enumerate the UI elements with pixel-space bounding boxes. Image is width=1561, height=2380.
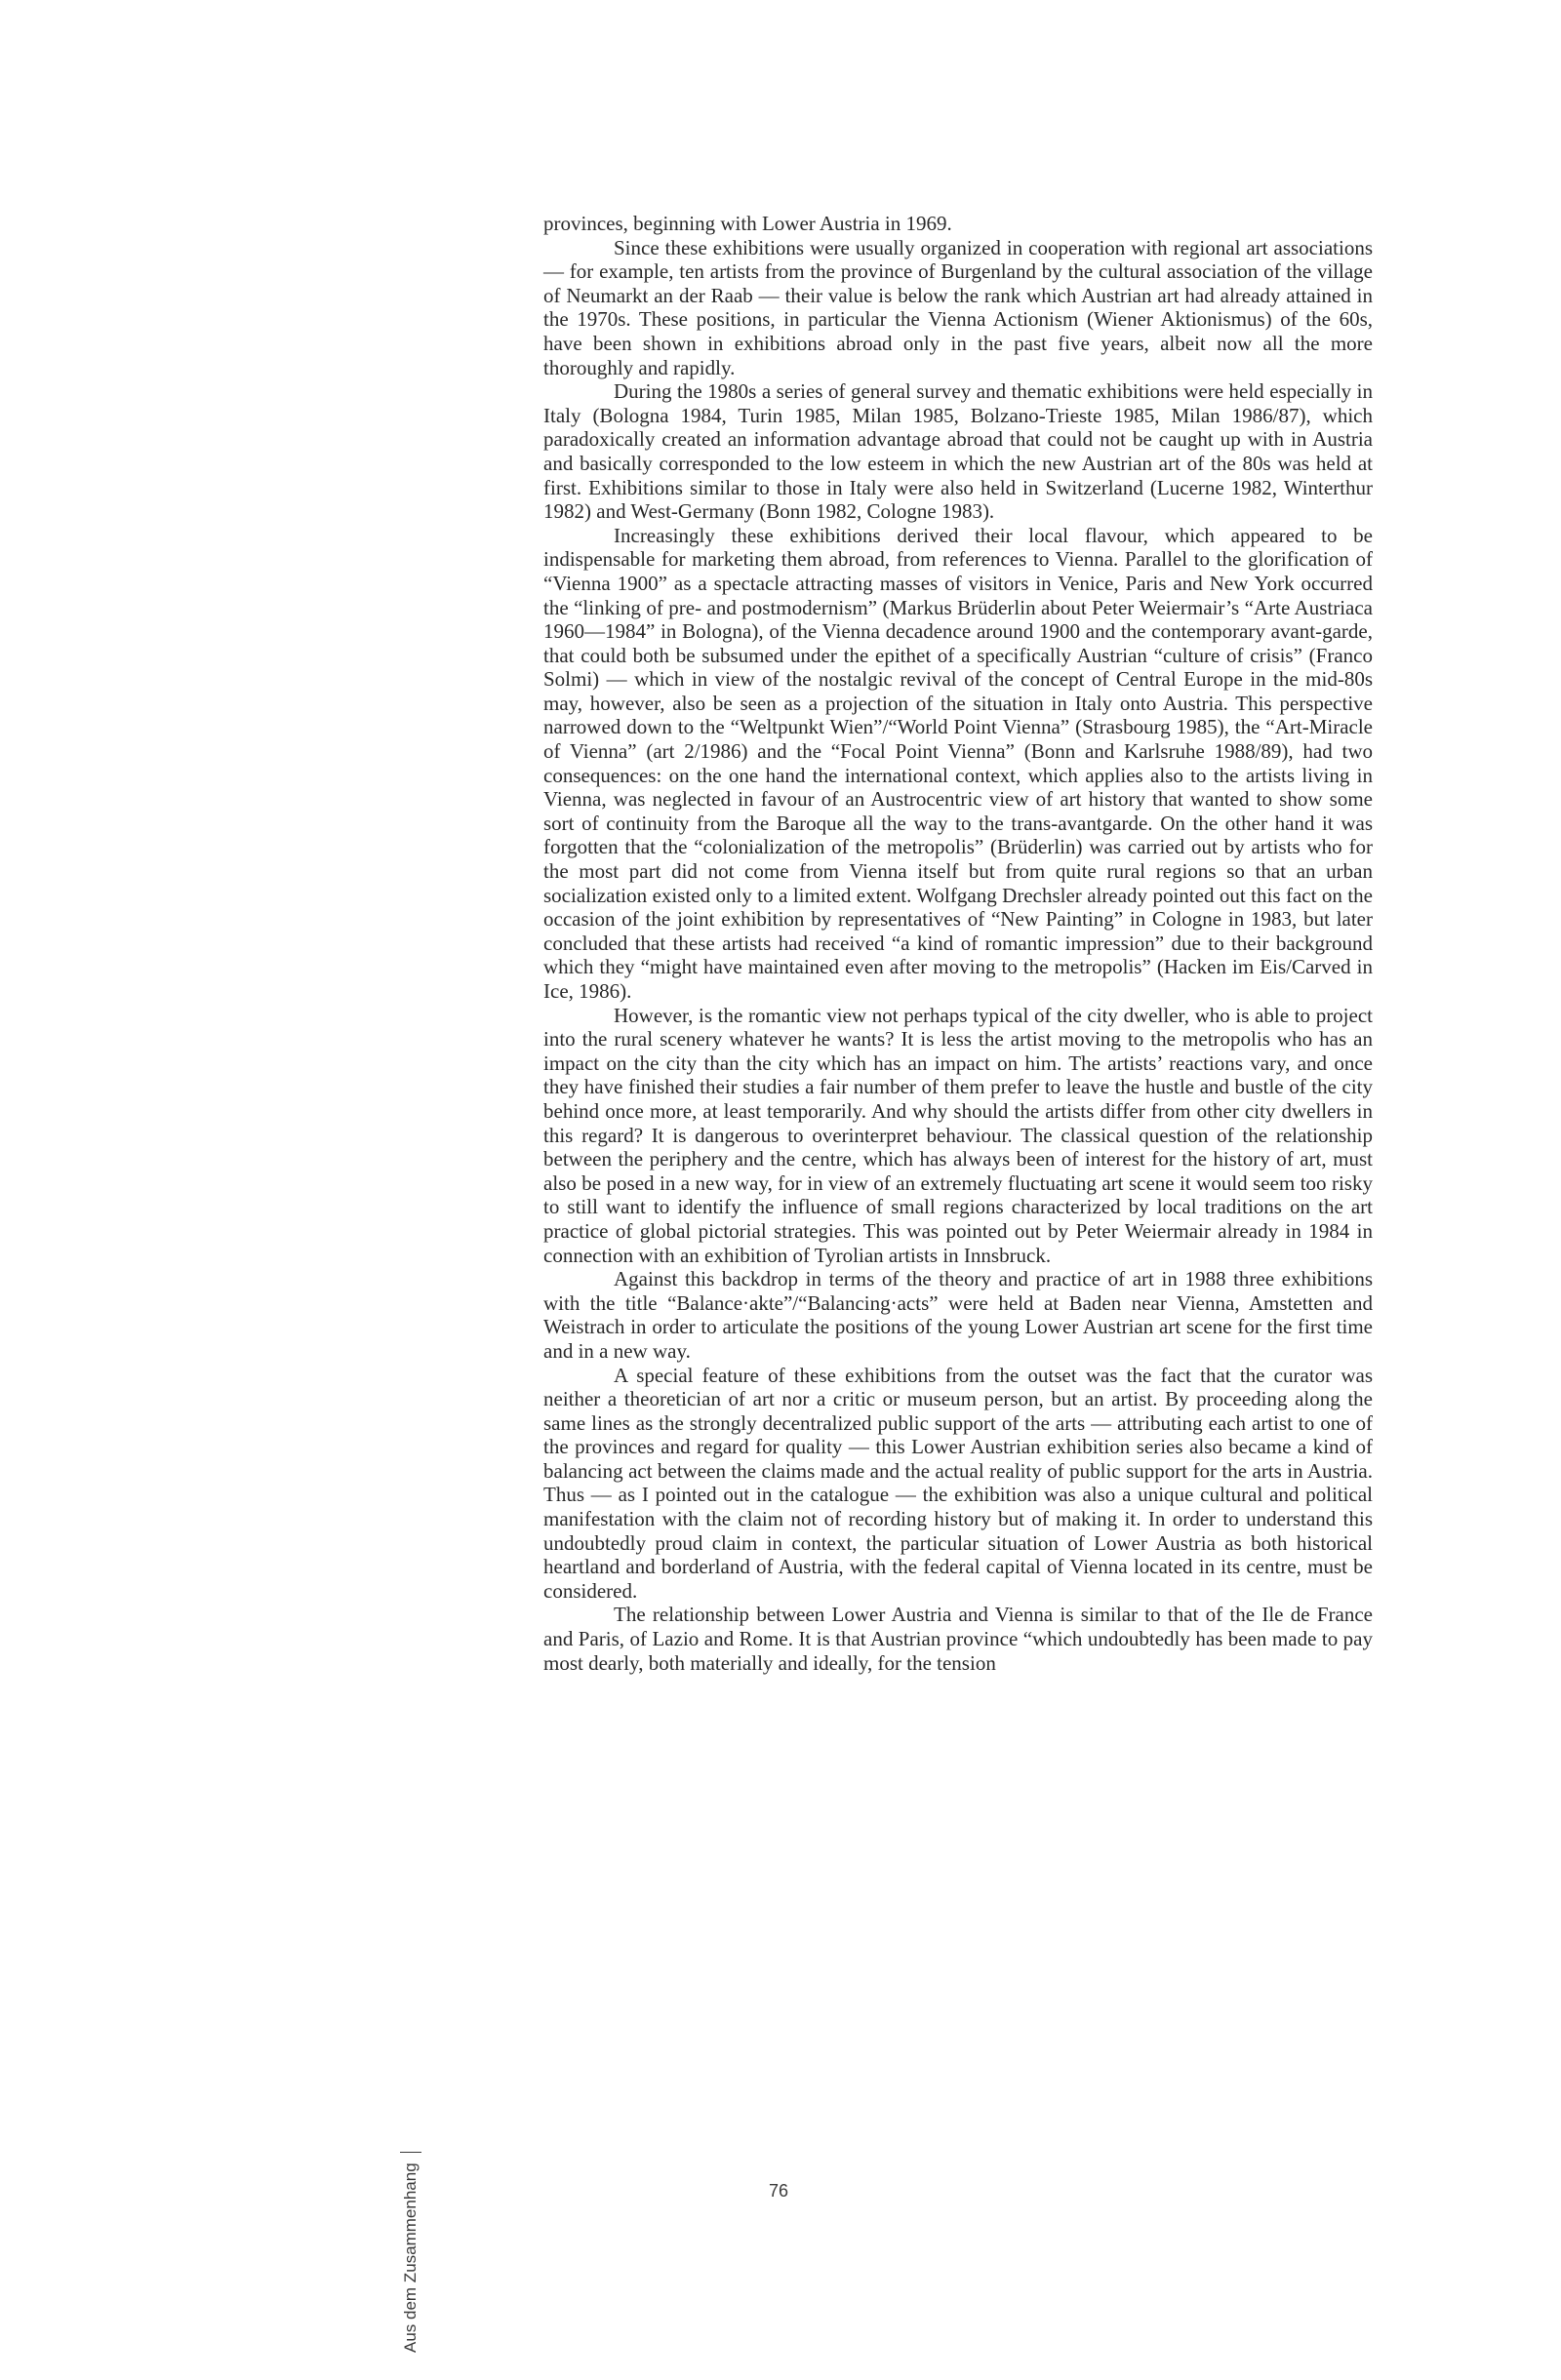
paragraph-1: provinces, beginning with Lower Austria in 1969. (543, 212, 952, 235)
body-text (543, 212, 1373, 1675)
section-divider (400, 2152, 421, 2153)
section-label: Aus dem Zusammenhang (401, 2162, 420, 2353)
page-number: 76 (768, 2181, 789, 2201)
paragraph-3: During the 1980s a series of general survey and thematic exhibitions were held especially in Italy (Bologna 1984, Turin 1985, Milan 1985, Bolzano-Trieste 1985, Milan 1986/87), which paradoxically created an information advantage abroad that could not be caught up with in Austria and basically corresponded to the low esteem in which the new Austrian art of the 80s was held at first. Exhibitions similar to those in Italy were also held in Switzerland (Lucerne 1982, Winterthur 1982) and West-Germany (Bonn 1982, Cologne 1983). (543, 379, 1373, 524)
paragraph-6: Against this backdrop in terms of the theory and practice of art in 1988 three exhibitions with the title “Balance·akte”/“Balancing·acts” were held at Baden near Vienna, Amstetten and Weistrach in order to articulate the positions of the young Lower Austrian art scene for the first time and in a new way. (543, 1267, 1373, 1363)
paragraph-8: The relationship between Lower Austria and Vienna is similar to that of the Ile de France and Paris, of Lazio and Rome. It is that Austrian province “which undoubtedly has been made to pay most dearly, both materially and ideally, for the tension (543, 1603, 1373, 1675)
paragraph-2: Since these exhibitions were usually organized in cooperation with regional art associations — for example, ten artists from the province of Burgenland by the cultural association of the village of Neumarkt an der Raab — their value is below the rank which Austrian art had already attained in the 1970s. These positions, in particular the Vienna Actionism (Wiener Aktionismus) of the 60s, have been shown in exhibitions abroad only in the past five years, albeit now all the more thoroughly and rapidly. (543, 235, 1373, 379)
paragraph-7: A special feature of these exhibitions from the outset was the fact that the curator was neither a theoretician of art nor a critic or museum person, but an artist. By proceeding along the same lines as the strongly decentralized public support of the arts — attributing each artist to one of the provinces and regard for quality — this Lower Austrian exhibition series also became a kind of balancing act between the claims made and the actual reality of public support for the arts in Austria. Thus — as I pointed out in the catalogue — the exhibition was also a unique cultural and political manifestation with the claim not of recording history but of making it. In order to understand this undoubtedly proud claim in context, the particular situation of Lower Austria as both historical heartland and borderland of Austria, with the federal capital of Vienna located in its centre, must be considered. (543, 1363, 1373, 1603)
paragraph-5: However, is the romantic view not perhaps typical of the city dweller, who is able to project into the rural scenery whatever he wants? It is less the artist moving to the metropolis who has an impact on the city than the city which has an impact on him. The artists’ reactions vary, and once they have finished their studies a fair number of them prefer to leave the hustle and bustle of the city behind once more, at least temporarily. And why should the artists differ from other city dwellers in this regard? It is dangerous to overinterpret behaviour. The classical question of the relationship between the periphery and the centre, which has always been of interest for the history of art, must also be posed in a new way, for in view of an extremely fluctuating art scene it would seem too risky to still want to identify the influence of small regions characterized by local traditions on the art practice of global pictorial strategies. This was pointed out by Peter Weiermair already in 1984 in connection with an exhibition of Tyrolian artists in Innsbruck. (543, 1003, 1373, 1267)
paragraph-4: Increasingly these exhibitions derived their local flavour, which appeared to be indispensable for marketing them abroad, from references to Vienna. Parallel to the glorification of “Vienna 1900” as a spectacle attracting masses of visitors in Venice, Paris and New York occurred the “linking of pre- and postmodernism” (Markus Brüderlin about Peter Weiermair’s “Arte Austriaca 1960—1984” in Bologna), of the Vienna decadence around 1900 and the contemporary avant-garde, that could both be subsumed under the epithet of a specifically Austrian “culture of crisis” (Franco Solmi) — which in view of the nostalgic revival of the concept of Central Europe in the mid-80s may, however, also be seen as a projection of the situation in Italy onto Austria. This perspective narrowed down to the “Weltpunkt Wien”/“World Point Vienna” (Strasbourg 1985), the “Art-Miracle of Vienna” (art 2/1986) and the “Focal Point Vienna” (Bonn and Karlsruhe 1988/89), had two consequences: on the one hand the international context, which applies also to the artists living in Vienna, was neglected in favour of an Austrocentric view of art history that wanted to show some sort of continuity from the Baroque all the way to the trans-avantgarde. On the other hand it was forgotten that the “colonialization of the metropolis” (Brüderlin) was carried out by artists who for the most part did not come from Vienna itself but from quite rural regions so that an urban socialization existed only to a limited extent. Wolfgang Drechsler already pointed out this fact on the occasion of the joint exhibition by representatives of “New Painting” in Cologne in 1983, but later concluded that these artists had received “a kind of romantic impression” due to their background which they “might have maintained even after moving to the metropolis” (Hacken im Eis/Carved in Ice, 1986). (543, 523, 1373, 1003)
